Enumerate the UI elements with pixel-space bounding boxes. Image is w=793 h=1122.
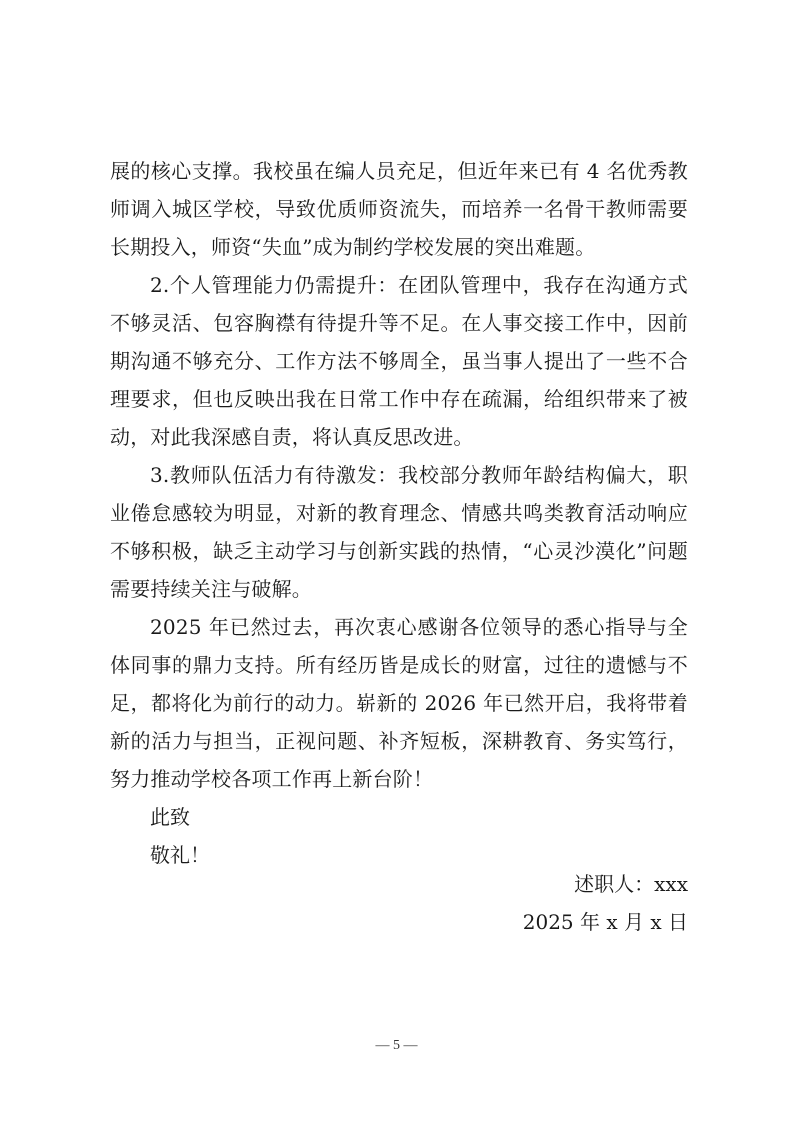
- signature-block: [523, 865, 688, 941]
- signature-date: 2025 年 x 月 x 日: [522, 910, 688, 934]
- paragraph-continued: 展的核心支撑。我校虽在编人员充足，但近年来已有 4 名优秀教师调入城区学校，导致优质师资流失，而培养一名骨干教师需要长期投入，师资“失血”成为制约学校发展的突出难题。: [110, 159, 688, 259]
- closing-regards: 敬礼！: [150, 843, 210, 867]
- paragraph-management-ability: 2.个人管理能力仍需提升：在团队管理中，我存在沟通方式不够灵活、包容胸襟有待提升等不足。在人事交接工作中，因前期沟通不够充分、工作方法不够周全，虽当事人提出了一些不合理要求，但也反映出我在日常工作中存在疏漏，给组织带来了被动，对此我深感自责，将认真反思改进。: [110, 273, 688, 449]
- closing-salutation: 此致: [150, 805, 190, 829]
- signer-name: 述职人：xxx: [574, 872, 688, 896]
- page-number: — 5 —: [375, 1038, 418, 1053]
- document-body: [110, 152, 688, 874]
- paragraph-conclusion: 2025 年已然过去，再次衷心感谢各位领导的悉心指导与全体同事的鼎力支持。所有经历皆是成长的财富，过往的遗憾与不足，都将化为前行的动力。崭新的 2026 年已然开启，我将带着新的活力与担当，正视问题、补齐短板，深耕教育、务实笃行，努力推动学校各项工作再上新台阶！: [110, 615, 688, 791]
- paragraph-teacher-vitality: 3.教师队伍活力有待激发：我校部分教师年龄结构偏大，职业倦怠感较为明显，对新的教育理念、情感共鸣类教育活动响应不够积极，缺乏主动学习与创新实践的热情，“心灵沙漠化”问题需要持续关注与破解。: [110, 463, 688, 601]
